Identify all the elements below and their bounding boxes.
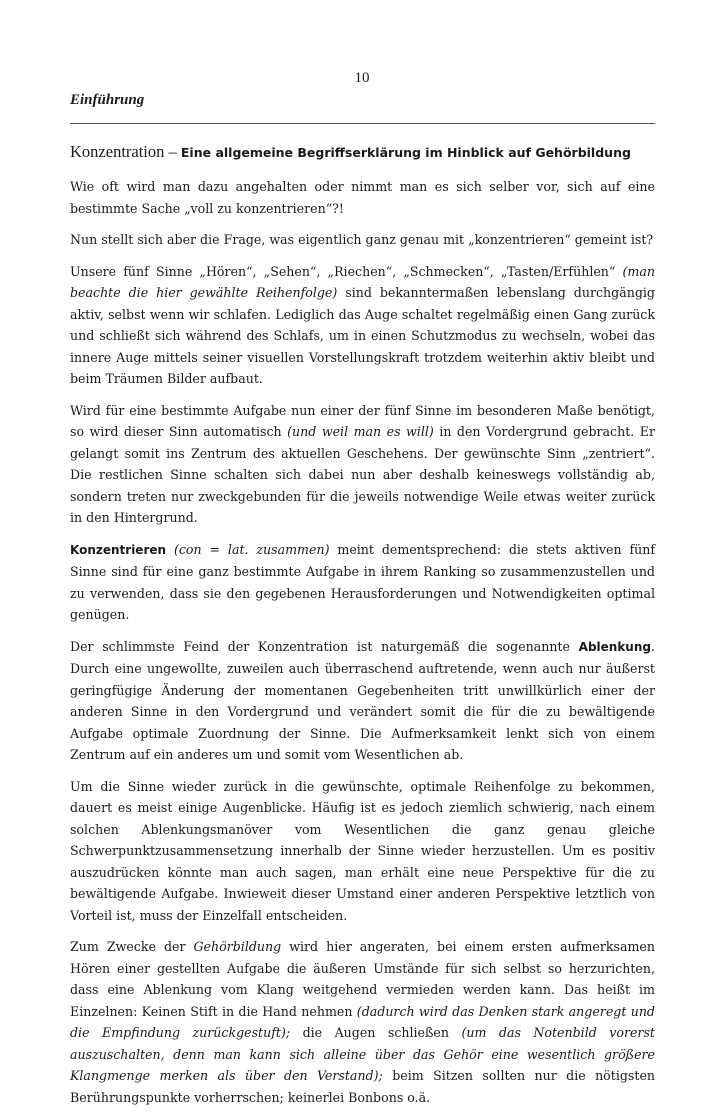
paragraph-4-text-c: in den Vordergrund gebracht. Er gelangt somit ins Zentrum des aktuellen Geschehens. Der gewünschte Sinn „zentriert“. Die restlichen Sinne schalten sich dabei nun aber deshalb keineswegs vollständig ab, sondern treten nur zweckgebunden für die jeweils notwendige Weile etwas weiter zurück in den Hintergrund. [70, 424, 655, 525]
paragraph-8 [70, 936, 655, 1108]
paragraph-3-text-a: Unsere fünf Sinne „Hören“, „Sehen“, „Riechen“, „Schmecken“, „Tasten/Erfühlen“ [70, 263, 616, 279]
paragraph-8-term: Gehörbildung [193, 939, 282, 954]
paragraph-1: Wie oft wird man dazu angehalten oder nimmt man es sich selber vor, sich auf eine bestimmte Sache „voll zu konzentrieren“?! [70, 179, 655, 216]
paragraph-6-text-c: . Durch eine ungewollte, zuweilen auch überraschend auftretende, wenn auch nur äußerst geringfügige Änderung der momentanen Gegebenheiten tritt unwillkürlich einer der anderen Sinne in den Vordergrund und verändert somit die für die zu bewältigende Aufgabe optimale Zuordnung der Sinne. Die Aufmerksamkeit lenkt sich von einem Zentrum auf ein anderes um und somit vom Wesentlichen ab. [70, 638, 655, 762]
paragraph-3-text-c: sind bekanntermaßen lebenslang durchgängig aktiv, selbst wenn wir schlafen. Lediglich das Auge schaltet regelmäßig einen Gang zurück und schließt sich während des Schlafs, um in einen Schutzmodus zu wechseln, wobei das innere Auge mittels seiner visuellen Vorstellungskraft trotzdem weiterhin aktiv bleibt und beim Träumen Bilder aufbaut. [70, 285, 655, 386]
paragraph-5-emphasis: (con = lat. zusammen) [173, 541, 330, 557]
main-content [70, 142, 655, 1118]
running-head: Einführung [70, 92, 145, 108]
paragraph-8-text-g: beim Sitzen sollten nur die nötigsten Berührungspunkte vorherrschen; keinerlei Bonbons o.ä. [70, 1068, 656, 1105]
paragraph-4-text-a: Wird für eine bestimmte Aufgabe nun einer der fünf Sinne im besonderen Maße benötigt, so wird dieser Sinn automatisch [70, 402, 655, 439]
paragraph-8-emphasis-2: (um das Notenbild vorerst auszuschalten, denn man kann sich alleine über das Gehör eine wesentlich größere Klangmenge merken als über den Verstand); [70, 1025, 655, 1083]
paragraph-5 [70, 539, 655, 626]
paragraph-5-text-c: meint dementsprechend: die stets aktiven fünf Sinne sind für eine ganz bestimmte Aufgabe in ihrem Ranking so zusammenzustellen und zu verwenden, dass sie den gegebenen Herausforderungen und Notwendigkeiten optimal genügen. [70, 541, 655, 622]
paragraph-3 [70, 261, 655, 390]
paragraph-5-term: Konzentrieren [70, 542, 167, 557]
header-rule [70, 123, 655, 124]
paragraph-6-term: Ablenkung [578, 639, 651, 654]
paragraph-4 [70, 400, 655, 529]
paragraph-3-emphasis: (man beachte die hier gewählte Reihenfolge) [70, 263, 655, 300]
paragraph-4-emphasis: (und weil man es will) [287, 424, 434, 439]
section-heading [70, 142, 655, 163]
heading-subtitle: Eine allgemeine Begriffserklärung im Hinblick auf Gehörbildung [180, 145, 631, 160]
page-number: 10 [354, 70, 370, 86]
paragraph-6-text-a: Der schlimmste Feind der Konzentration ist naturgemäß die sogenannte [70, 638, 571, 654]
paragraph-8-text-a: Zum Zwecke der [70, 939, 186, 954]
paragraph-8-text-c: wird hier angeraten, bei einem ersten aufmerksamen Hören einer gestellten Aufgabe die äußeren Umstände für sich selbst so herzurichten, dass eine Ablenkung vom Klang weitgehend vermieden werden kann. Das heißt im Einzelnen: Keinen Stift in die Hand nehmen [70, 939, 655, 1019]
paragraph-8-text-e: die Augen schließen [302, 1025, 449, 1040]
paragraph-8-emphasis-1: (dadurch wird das Denken stark angeregt und die Empfindung zurückgestuft); [70, 1003, 655, 1040]
heading-main: Konzentration – [70, 142, 177, 161]
paragraph-7: Um die Sinne wieder zurück in die gewünschte, optimale Reihenfolge zu bekommen, dauert es meist einige Augenblicke. Häufig ist es jedoch ziemlich schwierig, nach einem solchen Ablenkungsmanöver vom Wesentlichen die ganz genau gleiche Schwerpunktzusammensetzung innerhalb der Sinne wieder herzustellen. Um es positiv auszudrücken könnte man auch sagen, man erhält eine neue Perspektive für die zu bewältigende Aufgabe. Inwieweit dieser Umstand einer anderen Perspektive letztlich von Vorteil ist, muss der Einzelfall entscheiden. [70, 778, 655, 923]
paragraph-6 [70, 636, 655, 766]
paragraph-2: Nun stellt sich aber die Frage, was eigentlich ganz genau mit „konzentrieren“ gemeint ist? [70, 232, 654, 247]
